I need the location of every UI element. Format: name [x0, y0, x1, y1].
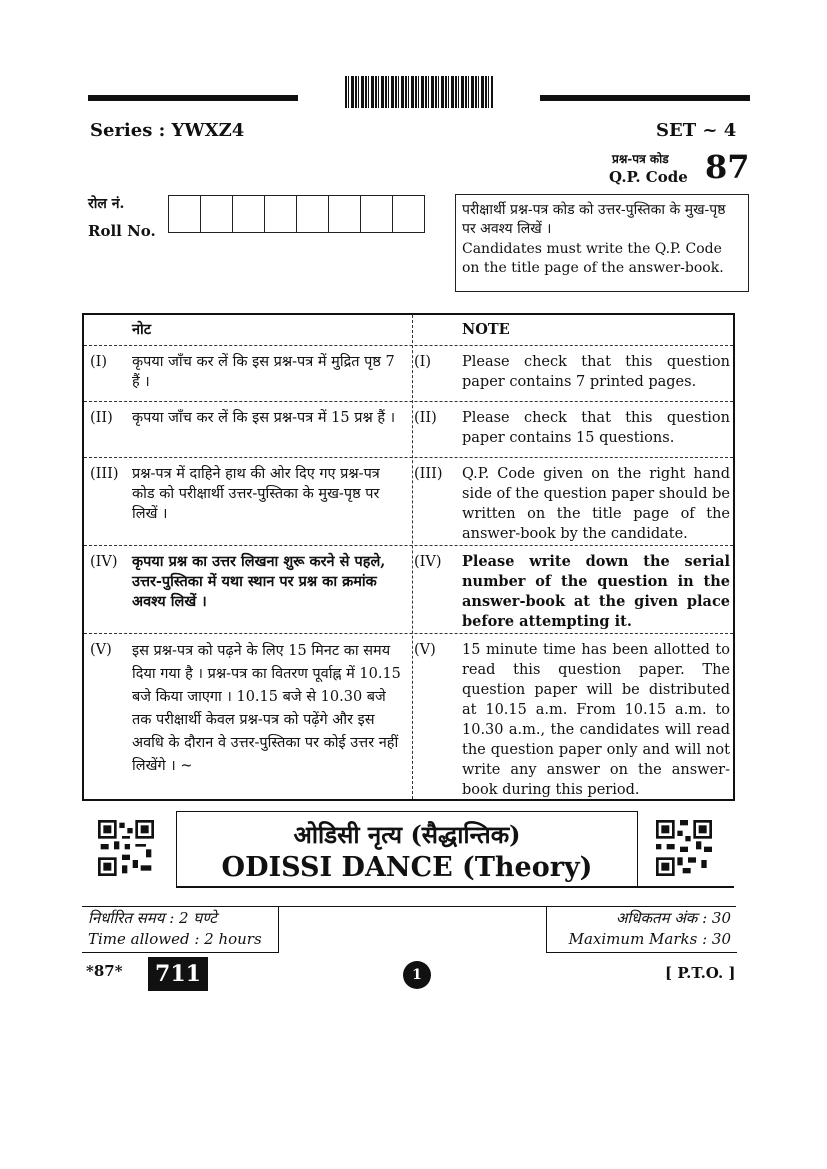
roll-box[interactable] [201, 196, 233, 232]
note-heading-english: NOTE [462, 321, 510, 338]
note-row [84, 401, 733, 458]
subject-title-hindi: ओडिसी नृत्य (सैद्धान्तिक) [293, 820, 521, 849]
note-table [82, 313, 735, 801]
note-text-hindi: इस प्रश्न-पत्र को पढ़ने के लिए 15 मिनट का समय दिया गया है । प्रश्न-पत्र का वितरण पूर्वाह्न में 10.15 बजे किया जाएगा । 10.15 बजे से 10.30 बजे तक परीक्षार्थी केवल प्रश्न-पत्र को पढ़ेंगे और इस अवधि के दौरान वे उत्तर-पुस्तिका पर कोई उत्तर नहीं लिखेंगे । ~ [132, 643, 401, 774]
note-text-hindi: कृपया जाँच कर लें कि इस प्रश्न-पत्र में 15 प्रश्न हैं । [132, 410, 396, 426]
roll-number-boxes[interactable] [168, 195, 425, 233]
maximum-marks: Maximum Marks : 30 [568, 930, 731, 948]
top-rule-right [540, 95, 750, 101]
qp-code-label: Q.P. Code [609, 168, 688, 186]
qr-code-right [656, 820, 712, 876]
note-text-english: 15 minute time has been allotted to read this question paper. The question paper will be distributed at 10.15 a.m. From 10.15 a.m. to 10.30 a.m., the candidates will read the question paper only and will not write any answer on the answer-book during this period. [462, 642, 730, 798]
set-label: SET ~ 4 [656, 120, 737, 141]
roll-box[interactable] [265, 196, 297, 232]
title-underline [176, 886, 734, 888]
qp-code-hindi-label: प्रश्न-पत्र कोड [612, 152, 669, 166]
note-text-english: Q.P. Code given on the right hand side of the question paper should be written on the title page of the answer-book by the candidate. [462, 466, 730, 542]
qp-code-number: 87 [705, 148, 750, 186]
pto-label: [ P.T.O. ] [665, 964, 736, 982]
note-number: (III) [414, 466, 443, 482]
note-text-english: Please write down the serial number of the question in the answer-book at the given place before attempting it. [462, 553, 730, 630]
note-number: (II) [414, 410, 437, 426]
note-text-hindi: प्रश्न-पत्र में दाहिने हाथ की ओर दिए गए प्रश्न-पत्र कोड को परीक्षार्थी उत्तर-पुस्तिका के मुख-पृष्ठ पर लिखें । [132, 466, 380, 522]
paper-code: *87* [86, 962, 123, 980]
time-allowed: Time allowed : 2 hours [88, 930, 262, 948]
note-row [84, 345, 733, 402]
note-row [84, 457, 733, 546]
note-text-hindi: कृपया जाँच कर लें कि इस प्रश्न-पत्र में मुद्रित पृष्ठ 7 हैं । [132, 354, 395, 390]
note-number: (V) [414, 642, 436, 658]
series-label: Series : YWXZ4 [90, 120, 245, 141]
time-allowed-hindi: निर्धारित समय : 2 घण्टे [88, 909, 217, 927]
note-text-english: Please check that this question paper contains 7 printed pages. [462, 354, 730, 390]
note-number: (IV) [90, 554, 118, 570]
roll-box[interactable] [297, 196, 329, 232]
note-text-english: Please check that this question paper contains 15 questions. [462, 410, 730, 446]
subject-title-box [176, 811, 638, 888]
roll-label-hindi: रोल नं. [88, 196, 125, 212]
top-rule-left [88, 95, 298, 101]
note-row [84, 545, 733, 634]
subject-title: ODISSI DANCE (Theory) [221, 852, 593, 883]
subject-code-badge: 711 [148, 957, 208, 991]
note-number: (I) [90, 354, 108, 370]
maximum-marks-hindi: अधिकतम अंक : 30 [615, 909, 731, 927]
roll-box[interactable] [329, 196, 361, 232]
qr-code-left [98, 820, 154, 876]
note-heading-row [84, 315, 733, 345]
barcode [345, 76, 493, 108]
note-number: (III) [90, 466, 119, 482]
page-number: 1 [403, 961, 431, 989]
roll-box[interactable] [361, 196, 393, 232]
candidate-note-hindi: परीक्षार्थी प्रश्न-पत्र कोड को उत्तर-पुस्तिका के मुख-पृष्ठ पर अवश्य लिखें । [462, 202, 726, 237]
note-text-hindi: कृपया प्रश्न का उत्तर लिखना शुरू करने से पहले, उत्तर-पुस्तिका में यथा स्थान पर प्रश्न का क्रमांक अवश्य लिखें । [132, 553, 386, 610]
roll-box[interactable] [393, 196, 424, 232]
note-row [84, 633, 733, 802]
note-number: (V) [90, 642, 112, 658]
note-number: (IV) [414, 554, 442, 570]
maximum-marks-box [546, 906, 737, 953]
roll-box[interactable] [169, 196, 201, 232]
roll-label: Roll No. [88, 222, 156, 240]
note-number: (II) [90, 410, 113, 426]
note-heading-hindi: नोट [132, 321, 152, 338]
roll-box[interactable] [233, 196, 265, 232]
note-number: (I) [414, 354, 432, 370]
candidate-note-english: Candidates must write the Q.P. Code on the title page of the answer-book. [462, 241, 724, 276]
candidate-instruction-box [455, 194, 749, 292]
time-allowed-box [82, 906, 279, 953]
